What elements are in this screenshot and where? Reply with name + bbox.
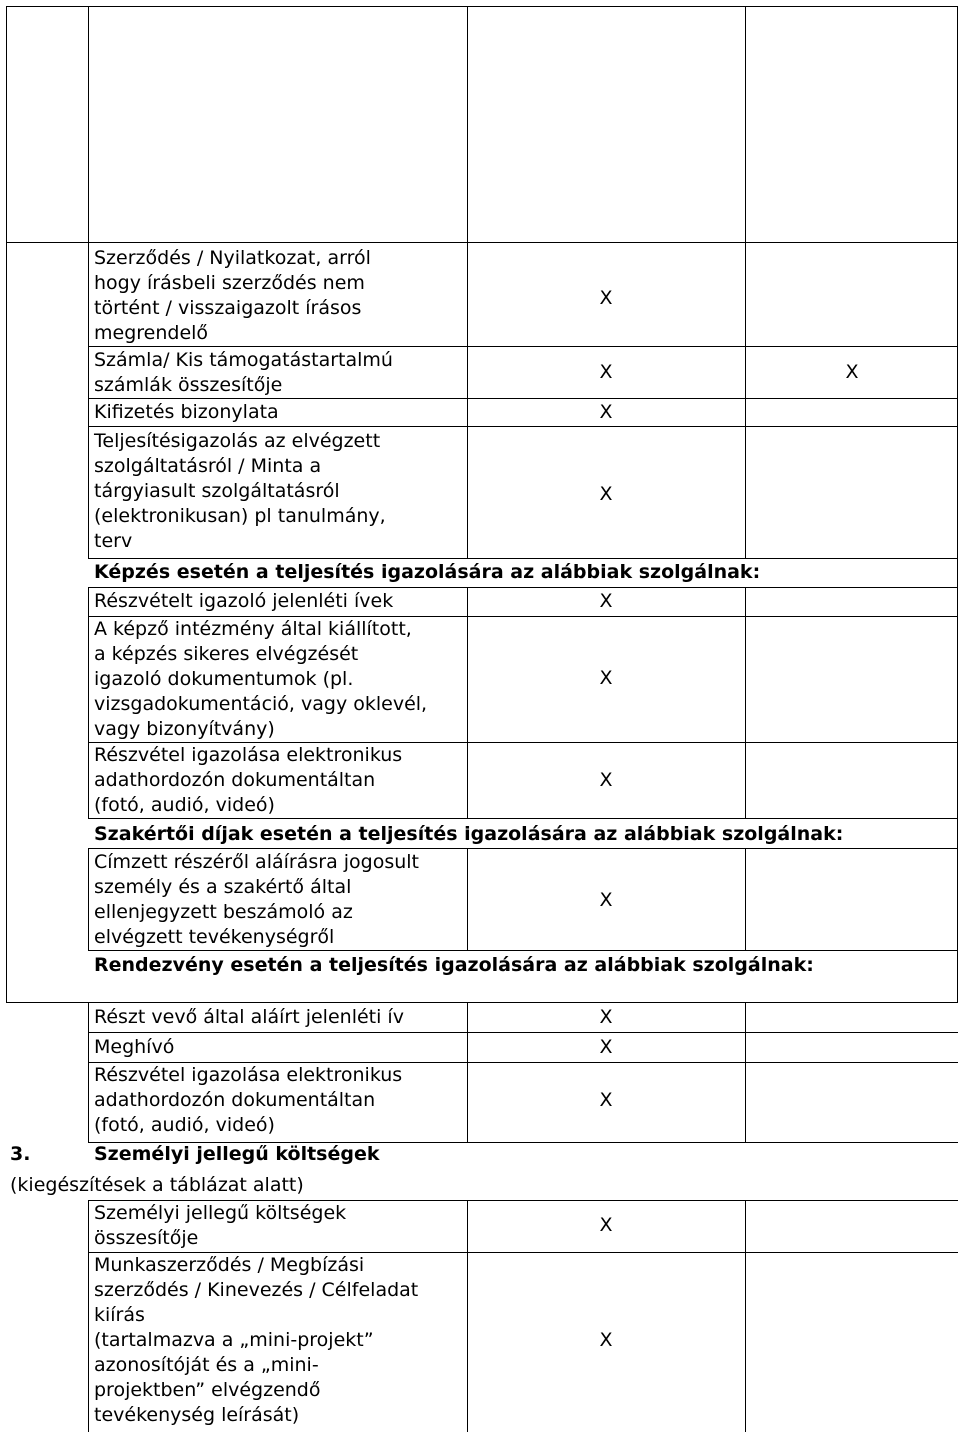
section-number: 3. [10, 1143, 31, 1165]
section-heading-rendezveny: Rendezvény esetén a teljesítés igazolására az alábbiak szolgálnak: [94, 954, 814, 976]
check-mark: X [599, 287, 613, 309]
check-mark: X [599, 1214, 613, 1236]
check-mark: X [599, 1089, 613, 1111]
row-label: Részt vevő által aláírt jelenléti ív [94, 1006, 404, 1028]
row-label: Munkaszerződés / Megbízási szerződés / Kinevezés / Célfeladat kiírás (tartalmazva a „mini-projekt” azonosítóját és a „mini- projektben” elvégzendő tevékenység leírását) [94, 1254, 419, 1426]
check-mark: X [599, 1006, 613, 1028]
row-label: Szerződés / Nyilatkozat, arról hogy írásbeli szerződés nem történt / visszaigazolt írásos megrendelő [94, 247, 371, 344]
check-mark-extra: X [845, 361, 859, 383]
section-title: Személyi jellegű költségek [94, 1143, 380, 1165]
check-mark: X [599, 590, 613, 612]
check-mark: X [599, 1036, 613, 1058]
row-label: Számla/ Kis támogatástartalmú számlák összesítője [94, 349, 393, 396]
row-label: Teljesítésigazolás az elvégzett szolgáltatásról / Minta a tárgyiasult szolgáltatásról (elektronikusan) pl tanulmány, terv [94, 430, 386, 552]
row-label: Meghívó [94, 1036, 175, 1058]
section-heading-kepzes: Képzés esetén a teljesítés igazolására az alábbiak szolgálnak: [94, 561, 761, 583]
check-mark: X [599, 1329, 613, 1351]
row-label: Címzett részéről aláírásra jogosult személy és a szakértő által ellenjegyzett beszámoló az elvégzett tevékenységről [94, 851, 420, 948]
check-mark: X [599, 401, 613, 423]
check-mark: X [599, 889, 613, 911]
check-mark: X [599, 361, 613, 383]
row-label: A képző intézmény által kiállított, a képzés sikeres elvégzését igazoló dokumentumok (pl. vizsgadokumentáció, vagy oklevél, vagy bizonyítvány) [94, 618, 428, 740]
check-mark: X [599, 483, 613, 505]
row-label: Személyi jellegű költségek összesítője [94, 1202, 347, 1249]
check-mark: X [599, 769, 613, 791]
row-label: Kifizetés bizonylata [94, 401, 279, 423]
section-heading-szakerto: Szakértői díjak esetén a teljesítés igazolására az alábbiak szolgálnak: [94, 823, 844, 845]
check-mark: X [599, 667, 613, 689]
section-note: (kiegészítések a táblázat alatt) [10, 1174, 304, 1196]
row-label: Részvétel igazolása elektronikus adathordozón dokumentáltan (fotó, audió, videó) [94, 1064, 403, 1136]
row-label: Részvételt igazoló jelenléti ívek [94, 590, 394, 612]
row-label: Részvétel igazolása elektronikus adathordozón dokumentáltan (fotó, audió, videó) [94, 744, 403, 816]
